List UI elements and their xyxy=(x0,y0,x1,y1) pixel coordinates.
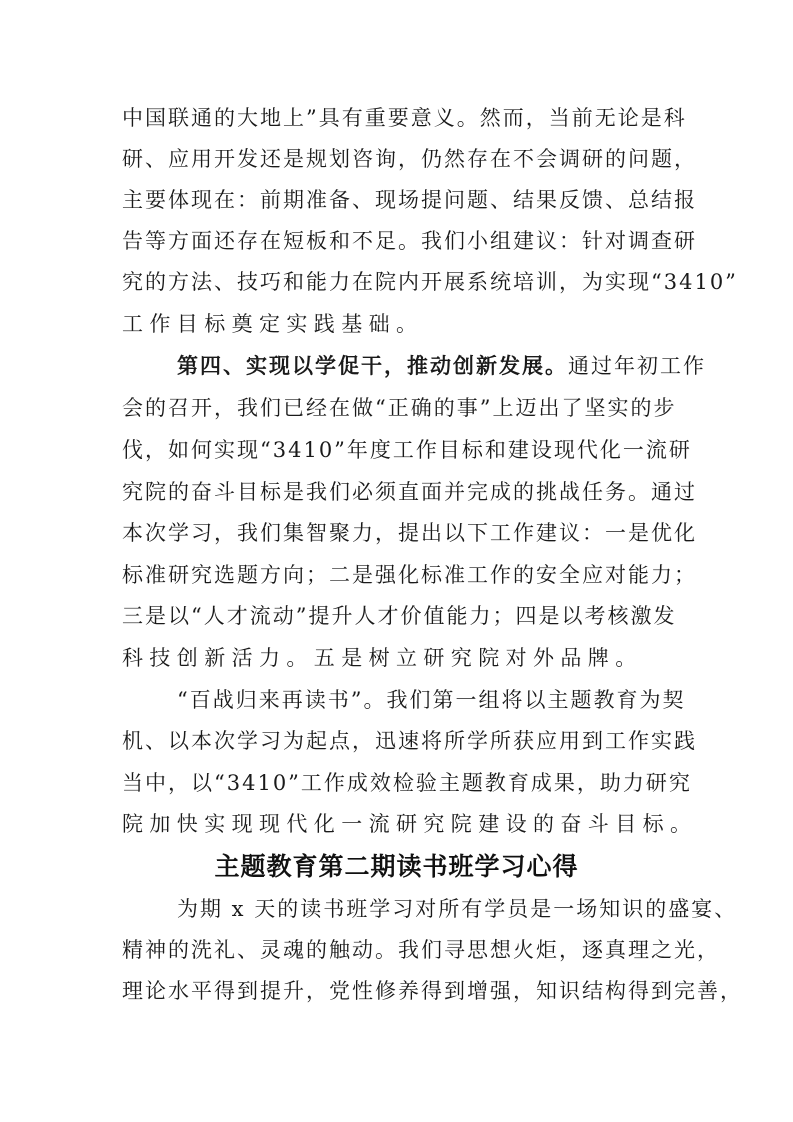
paragraph-line: 告等方面还存在短板和不足。我们小组建议：针对调查研 xyxy=(122,229,697,253)
paragraph-line: 会的召开，我们已经在做“正确的事”上迈出了坚实的步 xyxy=(122,396,677,420)
paragraph-line: 机、以本次学习为起点，迅速将所学所获应用到工作实践 xyxy=(122,729,697,753)
paragraph-line: 三是以“人才流动”提升人才价值能力；四是以考核激发 xyxy=(122,604,677,628)
point4-first-rest: 通过年初工作 xyxy=(568,354,706,378)
paragraph-line: 理论水平得到提升，党性修养得到增强，知识结构得到完善， xyxy=(122,979,743,1003)
paragraph-line: 究的方法、技巧和能力在院内开展系统培训，为实现“3410” xyxy=(122,270,738,294)
paragraph-line: 研、应用开发还是规划咨询，仍然存在不会调研的问题， xyxy=(122,147,697,171)
point4-first-line xyxy=(177,351,706,381)
paragraph-line: 伐，如何实现“3410”年度工作目标和建设现代化一流研 xyxy=(122,438,692,462)
section-title: 主题教育第二期读书班学习心得 xyxy=(214,852,579,881)
closing-first-line: “百战归来再读书”。我们第一组将以主题教育为契 xyxy=(177,688,686,712)
paragraph-line: 究院的奋斗目标是我们必须直面并完成的挑战任务。通过 xyxy=(122,480,697,504)
point4-heading: 第四、实现以学促干，推动创新发展。 xyxy=(177,354,568,378)
paragraph-line: 主要体现在：前期准备、现场提问题、结果反馈、总结报 xyxy=(122,188,697,212)
paragraph-line: 标准研究选题方向；二是强化标准工作的安全应对能力； xyxy=(122,563,697,587)
paragraph-line: 精神的洗礼、灵魂的触动。我们寻思想火炬，逐真理之光， xyxy=(122,938,720,962)
paragraph-line: 本次学习，我们集智聚力，提出以下工作建议：一是优化 xyxy=(122,521,697,545)
second-first-line: 为期 x 天的读书班学习对所有学员是一场知识的盛宴、 xyxy=(177,897,738,921)
paragraph-line: 院加快实现现代化一流研究院建设的奋斗目标。 xyxy=(122,812,698,836)
paragraph-line: 中国联通的大地上”具有重要意义。然而，当前无论是科 xyxy=(122,106,687,130)
paragraph-line: 当中，以“3410”工作成效检验主题教育成果，助力研究 xyxy=(122,771,692,795)
paragraph-line: 工作目标奠定实践基础。 xyxy=(122,312,424,336)
paragraph-line: 科技创新活力。五是树立研究院对外品牌。 xyxy=(122,646,643,670)
